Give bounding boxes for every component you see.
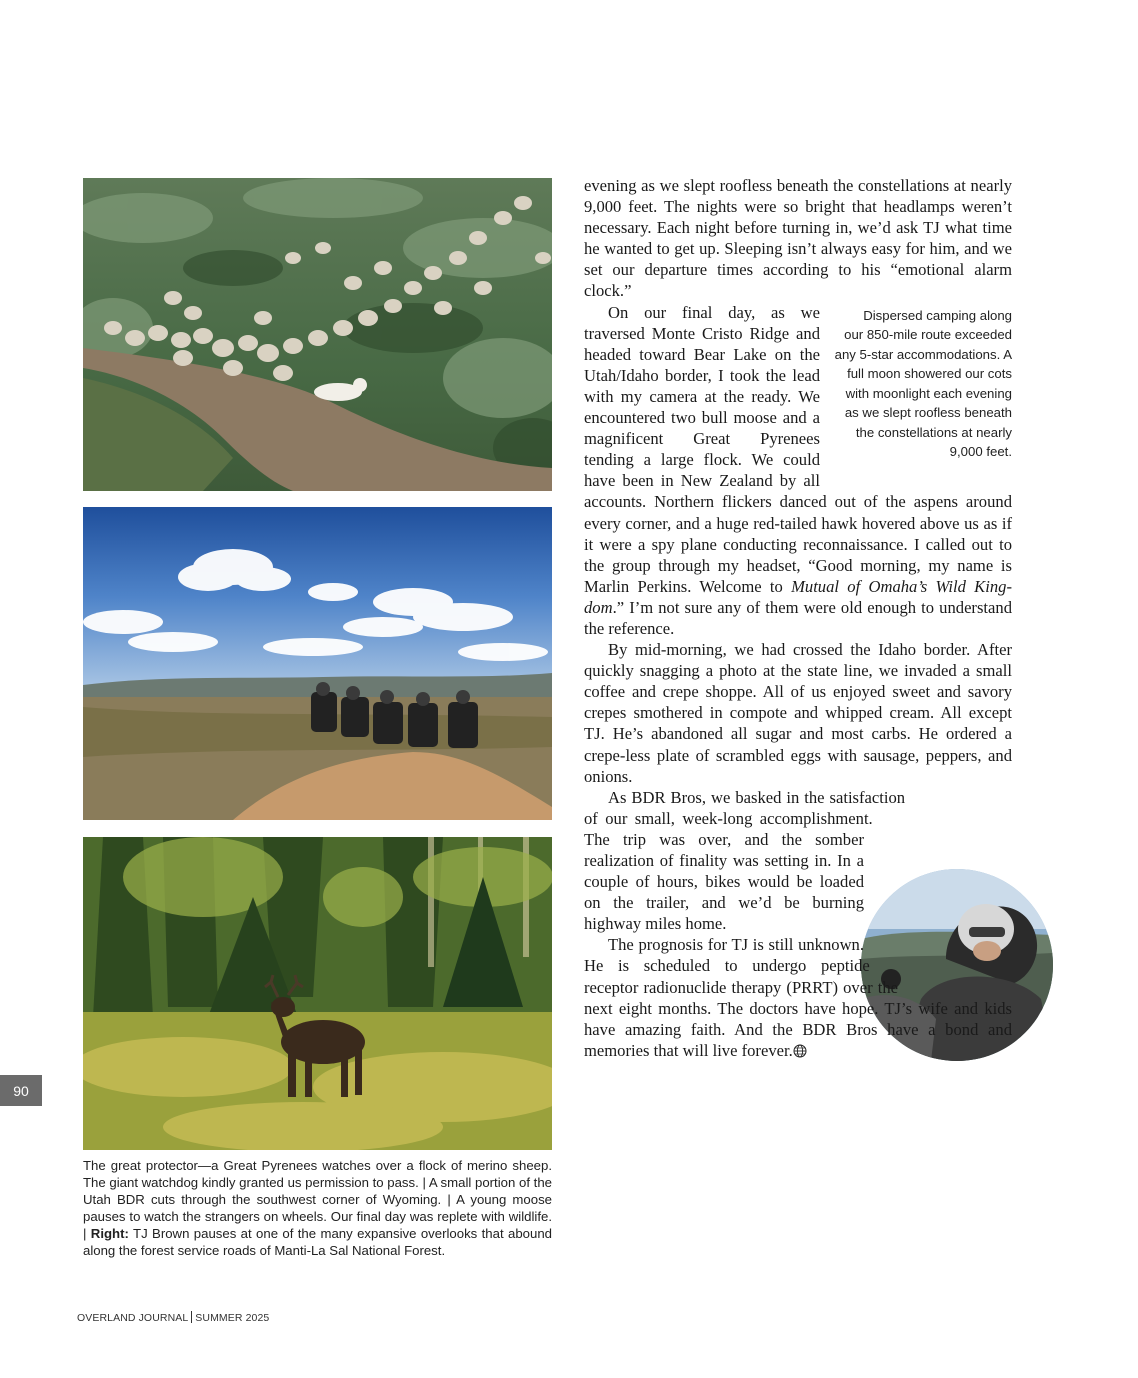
footer-publication: OVERLAND JOURNAL (77, 1312, 189, 1324)
globe-end-mark-icon (793, 1044, 807, 1058)
footer-issue: SUMMER 2025 (195, 1312, 270, 1324)
pull-quote: Dispersed camping along our 850-mile route exceeded any 5-star accommodations. A full moon showered our cots with moonlight each evening as we slept roofless beneath the constellations at nearly 9,000 feet. (834, 307, 1012, 460)
caption-part1: The great protector—a Great Pyrenees watches over a flock of merino sheep. The giant watchdog kindly granted us permission to pass. | A small portion of the Utah BDR cuts through the southwest corner of Wyoming. | A young moose pauses to watch the strangers on wheels. Our final day was replete with wildlife. | (83, 1158, 552, 1241)
paragraph-2 (584, 302, 1012, 640)
page-number: 90 (0, 1075, 42, 1106)
sheep-photo (83, 178, 552, 491)
paragraph-1: evening as we slept roofless beneath the constellations at nearly 9,000 feet. The nights were so bright that headlamps weren’t necessary. Each night before turning in, we’d ask TJ what time he wanted to get up. Sleeping isn’t always easy for him, and we set our departure times according to his “emotional alarm clock.” (584, 176, 1012, 301)
article-body (584, 175, 1012, 1061)
footer-divider (191, 1311, 192, 1323)
sheep-and-dog-photo-icon (83, 178, 552, 491)
paragraph-5-text: The prognosis for TJ is still unknown. He is scheduled to undergo peptide receptor radionuclide therapy (PRRT) over the next eight months. The doctors have hope. TJ’s wife and kids have amazing faith. And the BDR Bros have a bond and memories that will live forever. (584, 935, 1012, 1060)
moose-forest-photo-icon (83, 837, 552, 1150)
footer (77, 1311, 269, 1324)
paragraph-4 (584, 787, 1012, 935)
portrait-wrap-spacer (874, 805, 1054, 1001)
motorcycles-overlook-photo-icon (83, 507, 552, 820)
paragraph-3: By mid-morning, we had crossed the Idaho border. After quickly snagging a photo at the state line, we invaded a small coffee and crepe shoppe. All of us enjoyed sweet and savory crepes smothered in compote and whipped cream. All except TJ. He’s abandoned all sugar and most carbs. He ordered a crepe-less plate of scrambled eggs with sausage, peppers, and onions. (584, 640, 1012, 786)
motorcycles-photo (83, 507, 552, 820)
moose-photo (83, 837, 552, 1150)
paragraph-2-a: On our final day, as we traversed Monte Cristo Ridge and headed toward Bear Lake on the Utah/Idaho border, I took the lead with my camera at the ready. We encountered two bull moose and a magnificent Great Pyrenees tending a large flock. We could have been in New Zealand by all accounts. Northern flickers danced out of the aspens around every corner, and a huge red-tailed hawk hovered above us as if it were a spy plane conducting reconnaissance. I called out to the group through my headset, “Good morning, my name is Marlin Perkins. Welcome to (584, 302, 1012, 596)
paragraph-2-b: .” I’m not sure any of them were old enough to understand the reference. (584, 597, 1012, 638)
caption-part2: TJ Brown pauses at one of the many expansive overlooks that abound along the forest service roads of Manti-La Sal National Forest. (83, 1226, 552, 1258)
paragraph-2-italic: Mutual of Omaha’s Wild Kingdom (584, 576, 1012, 617)
photo-caption (83, 1157, 552, 1259)
paragraph-4-text: As BDR Bros, we basked in the satisfaction of our small, week-long accomplishment. The trip was over, and the somber realization of finality was setting in. In a couple of hours, bikes would be loaded on the trailer, and we’d be burning highway miles home. (584, 787, 906, 934)
caption-right-label: Right: (90, 1226, 129, 1241)
